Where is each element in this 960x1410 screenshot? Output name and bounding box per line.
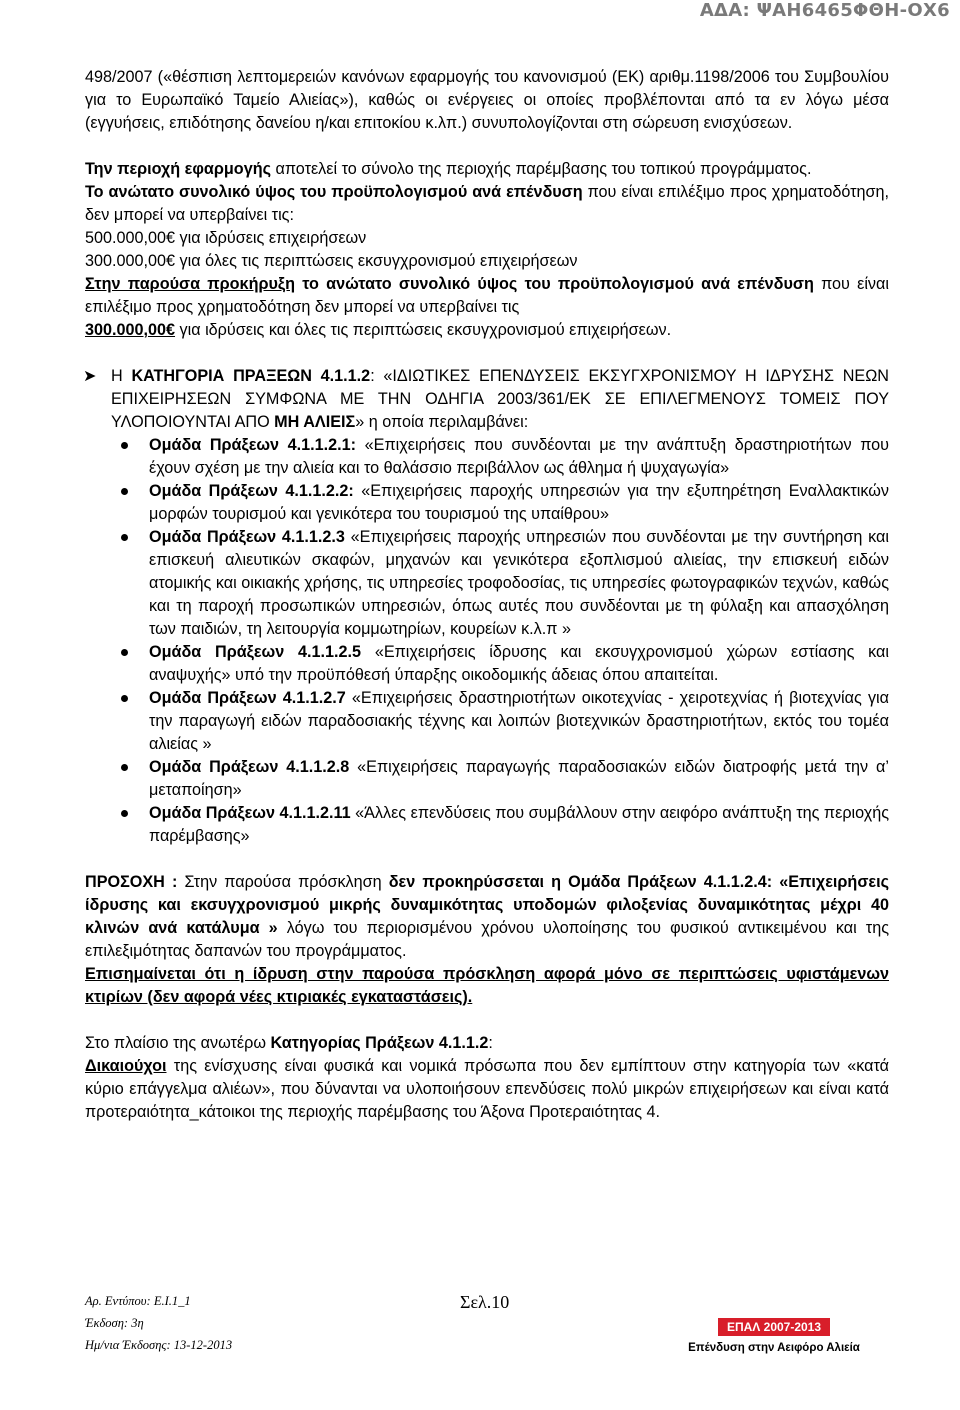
attention-paragraph bbox=[85, 871, 889, 963]
group-text: «Επιχειρήσεις παραγωγής παραδοσιακών ειδών διατροφής μετά την α’ μεταποίηση» bbox=[149, 758, 890, 799]
bullet-icon bbox=[121, 764, 128, 771]
bullet-icon bbox=[121, 649, 128, 656]
call-budget-label: το ανώτατο συνολικό ύψος του προϋπολογισμού ανά επένδυση bbox=[295, 275, 814, 293]
ada-code: ΑΔΑ: ΨΑΗ6465ΦΘΗ-ΟΧ6 bbox=[699, 0, 950, 21]
edition: Έκδοση: 3η bbox=[85, 1316, 144, 1330]
group-text: «Άλλες επενδύσεις που συμβάλλουν στην αειφόρο ανάπτυξη της περιοχής παρέμβασης» bbox=[149, 804, 889, 845]
budget-text: που είναι επιλέξιμο προς χρηματοδότηση, δεν μπορεί να υπερβαίνει τις: bbox=[85, 183, 889, 224]
beneficiaries-paragraph bbox=[85, 1055, 889, 1124]
category-text: : «ΙΔΙΩΤΙΚΕΣ ΕΠΕΝΔΥΣΕΙΣ ΕΚΣΥΓΧΡΟΝΙΣΜΟΥ Η ΙΔΡΥΣΗΣ ΝΕΩΝ ΕΠΙΧΕΙΡΗΣΕΩΝ ΣΥΜΦΩΝΑ ΜΕ ΤΗΝ ΟΔΗΓΙΑ 2003/361/ΕΚ ΣΕ ΕΠΙΛΕΓΜΕΝΟΥΣ ΤΟΜΕΙΣ ΠΟΥ ΥΛΟΠΟΙΟΥΝΤΑΙ ΑΠΟ bbox=[111, 367, 889, 431]
budget-label: Το ανώτατο συνολικό ύψος του προϋπολογισμού ανά επένδυση bbox=[85, 183, 583, 201]
group-text: «Επιχειρήσεις παροχής υπηρεσιών για την εξυπηρέτηση Εναλλακτικών μορφών τουρισμού και γενικότερα του τουρισμού της υπαίθρου» bbox=[149, 482, 890, 523]
group-text: «Επιχειρήσεις που συνδέονται με την ανάπτυξη δραστηριοτήτων που έχουν σχέση με την αλιεία και το θαλάσσιο περιβάλλον ως άθλημα ή ψυχαγωγία» bbox=[149, 436, 889, 477]
list-item bbox=[149, 641, 889, 687]
beneficiaries-text: της ενίσχυσης είναι φυσικά και νομικά πρόσωπα που δεν εμπίπτουν στην κατηγορία των «κατά κύριο επάγγελμα αλιέων», που δύνανται να υλοποιήσουν επενδύσεις πολύ μικρών επιχειρήσεων και είναι κατά προτεραιότητα_κάτοικοι της περιοχής παρέμβασης του Άξονα Προτεραιότητας 4. bbox=[85, 1057, 889, 1121]
document-body bbox=[85, 66, 889, 1124]
list-item bbox=[149, 480, 889, 526]
group-label: Ομάδα Πράξεων 4.1.1.2.8 bbox=[149, 758, 350, 776]
epal-logo bbox=[668, 1318, 880, 1356]
list-item bbox=[149, 802, 889, 848]
group-text: «Επιχειρήσεις ίδρυσης και εκσυγχρονισμού χώρων εστίασης και αναψυχής» υπό την προϋπόθεσή ύπαρξης οικοδομικής άδειας όπου απαιτείται. bbox=[149, 643, 890, 684]
bullet-icon bbox=[121, 442, 128, 449]
context-colon: : bbox=[488, 1034, 493, 1052]
bullet-icon bbox=[121, 488, 128, 495]
group-label: Ομάδα Πράξεων 4.1.1.2.1: bbox=[149, 436, 357, 454]
call-budget-text: που είναι επιλέξιμο προς χρηματοδότηση δεν μπορεί να υπερβαίνει τις bbox=[85, 275, 889, 316]
group-label: Ομάδα Πράξεων 4.1.1.2.5 bbox=[149, 643, 362, 661]
group-label: Ομάδα Πράξεων 4.1.1.2.2: bbox=[149, 482, 354, 500]
attention-excluded-group: δεν προκηρύσσεται η Ομάδα Πράξεων 4.1.1.2.4: «Επιχειρήσεις ίδρυσης και εκσυγχρονισμού μικρής δυναμικότητας υποδομών φιλοξενίας δυναμικότητας μέχρι 40 κλινών ανά κατάλυμα » bbox=[85, 873, 889, 937]
list-item bbox=[149, 526, 889, 641]
arrow-bullet-icon: ➤ bbox=[83, 368, 97, 385]
footer-meta bbox=[85, 1290, 232, 1356]
context-category: Κατηγορίας Πράξεων 4.1.1.2 bbox=[270, 1034, 489, 1052]
category-label: ΚΑΤΗΓΟΡΙΑ ΠΡΑΞΕΩΝ 4.1.1.2 bbox=[131, 367, 371, 385]
attention-label: ΠΡΟΣΟΧΗ : bbox=[85, 873, 178, 891]
group-label: Ομάδα Πράξεων 4.1.1.2.3 bbox=[149, 528, 345, 546]
edition-date: Ημ/νια Έκδοσης: 13-12-2013 bbox=[85, 1338, 233, 1352]
logo-title: ΕΠΑΛ 2007-2013 bbox=[718, 1318, 830, 1336]
attention-text: Στην παρούσα πρόσκληση bbox=[177, 873, 389, 891]
category-text-end: » η οποία περιλαμβάνει: bbox=[355, 413, 529, 431]
bullet-icon bbox=[121, 695, 128, 702]
category-prefix: Η bbox=[111, 367, 132, 385]
existing-buildings-note: Επισημαίνεται ότι η ίδρυση στην παρούσα πρόσκληση αφορά μόνο σε περιπτώσεις υφιστάμενων κτιρίων (δεν αφορά νέες κτιριακές εγκαταστάσεις). bbox=[85, 965, 889, 1006]
budget-founding: 500.000,00€ για ιδρύσεις επιχειρήσεων bbox=[85, 229, 367, 247]
category-paragraph bbox=[85, 365, 889, 434]
list-item bbox=[149, 687, 889, 756]
call-budget-label-underlined: Στην παρούσα προκήρυξη bbox=[85, 275, 295, 293]
category-non-fishers: ΜΗ ΑΛΙΕΙΣ bbox=[274, 413, 356, 431]
application-area-label: Την περιοχή εφαρμογής bbox=[85, 160, 271, 178]
application-area-text: αποτελεί το σύνολο της περιοχής παρέμβασης του τοπικού προγράμματος. bbox=[271, 160, 812, 178]
call-budget-value-text: για ιδρύσεις και όλες τις περιπτώσεις εκσυγχρονισμού επιχειρήσεων. bbox=[175, 321, 672, 339]
page-number: Σελ.10 bbox=[460, 1292, 510, 1312]
group-label: Ομάδα Πράξεων 4.1.1.2.11 bbox=[149, 804, 351, 822]
action-groups-list bbox=[85, 434, 889, 848]
application-area-paragraph bbox=[85, 158, 889, 181]
context-paragraph bbox=[85, 1032, 889, 1055]
call-budget-value: 300.000,00€ bbox=[85, 321, 176, 339]
call-budget-paragraph bbox=[85, 273, 889, 319]
bullet-icon bbox=[121, 810, 128, 817]
call-budget-amount bbox=[85, 319, 889, 342]
budget-paragraph bbox=[85, 181, 889, 227]
bullet-icon bbox=[121, 534, 128, 541]
budget-modernization: 300.000,00€ για όλες τις περιπτώσεις εκσυγχρονισμού επιχειρήσεων bbox=[85, 252, 578, 270]
intro-paragraph: 498/2007 («θέσπιση λεπτομερειών κανόνων εφαρμογής του κανονισμού (ΕΚ) αριθμ.1198/2006 του Συμβουλίου για το Ευρωπαϊκό Ταμείο Αλιείας»), καθώς οι ενέργειες οι οποίες προβλέπονται από τα εν λόγω μέσα (εγγυήσεις, επιδότησης δανείου η/και επιτοκίου κ.λπ.) συνυπολογίζονται στη σώρευση ενισχύσεων. bbox=[85, 68, 889, 132]
form-number: Αρ. Εντύπου: Ε.Ι.1_1 bbox=[85, 1294, 191, 1308]
list-item bbox=[149, 756, 889, 802]
group-text: «Επιχειρήσεις παροχής υπηρεσιών που συνδέονται με την συντήρηση και επισκευή αλιευτικών σκαφών, μηχανών και γενικότερα εξοπλισμού αλιείας, την επισκευή ειδών ατομικής και οικιακής χρήσης, τις υπηρεσίες τροφοδοσίας, τις υπηρεσίες φωτογραφικών τεχνών, καθώς και τη παροχή προσωπικών υπηρεσιών, όπως αυτές που συνδέονται με τη φύλαξη και απασχόληση των παιδιών, τη λειτουργία κομμωτηρίων, κουρείων κ.λ.π » bbox=[149, 528, 890, 638]
group-label: Ομάδα Πράξεων 4.1.1.2.7 bbox=[149, 689, 346, 707]
attention-reason: λόγω του περιορισμένου χρόνου υλοποίησης του φυσικού αντικειμένου και της επιλεξιμότητας δαπανών του προγράμματος. bbox=[85, 919, 889, 960]
list-item bbox=[149, 434, 889, 480]
logo-subtitle: Επένδυση στην Αειφόρο Αλιεία bbox=[688, 1342, 860, 1354]
context-text: Στο πλαίσιο της ανωτέρω bbox=[85, 1034, 271, 1052]
beneficiaries-label: Δικαιούχοι bbox=[85, 1057, 167, 1075]
group-text: «Επιχειρήσεις δραστηριοτήτων οικοτεχνίας - χειροτεχνίας ή βιοτεχνίας για την παραγωγή ειδών παραδοσιακής τέχνης και λοιπών βιοτεχνικών δραστηριοτήτων, εκτός του τομέα αλιείας » bbox=[149, 689, 890, 753]
